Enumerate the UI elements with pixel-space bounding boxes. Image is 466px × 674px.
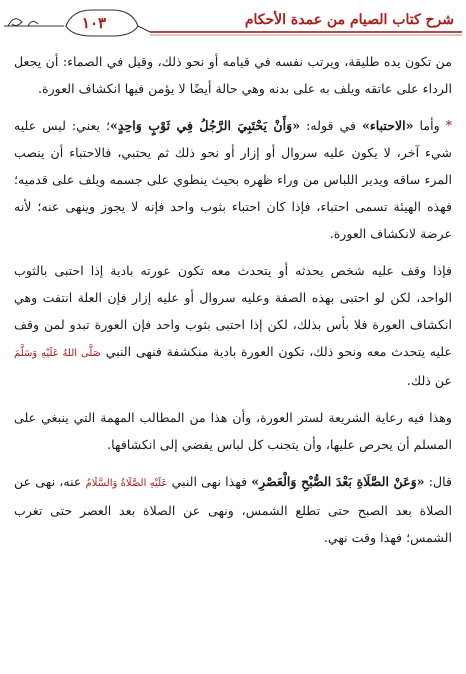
term-ihtiba: «الاحتباء» <box>361 118 414 133</box>
paragraph-3 <box>14 257 452 394</box>
paragraph-2 <box>14 112 452 247</box>
paragraph-4-text: وهذا فيه رعاية الشريعة لستر العورة، وأن هذا من المطالب المهمة التي ينبغي على المسلم أن يحرص عليها، وأن يتجنب كل لباس يفضي إلى انكشافها. <box>14 410 452 452</box>
paragraph-1 <box>14 48 452 102</box>
paragraph-5 <box>14 468 452 551</box>
hadith-quote-prayer: «وَعَنْ الصَّلَاةِ بَعْدَ الصُّبْحِ وَالْعَصْرِ» <box>251 474 425 489</box>
paragraph-2-intro: وأما <box>413 118 446 133</box>
paragraph-2-lead: في قوله: <box>300 118 362 133</box>
paragraph-5-lead: فهذا نهى النبي <box>167 474 252 489</box>
running-title: شرح كتاب الصيام من عمدة الأحكام <box>244 12 454 28</box>
honorific-salawat: صَلَّى اللهُ عَلَيْهِ وَسَلَّمَ <box>14 348 102 359</box>
paragraph-2-text: ؛ يعني: ليس عليه شيء آخر، لا يكون عليه سروال أو إزار أو نحو ذلك ثم يحتبي، فالاحتباء أن ينصب المرء ساقه ويدير اللباس من وراء ظهره بحيث ينطوي على جسمه ويلف على قدميه؛ فهذه الهيئة تسمى احتباء، فإذا كان احتباء بثوب واحد فإنه لا يجوز وينهى عنه؛ لأنه عرضة لانكشاف العورة. <box>14 118 452 241</box>
paragraph-5-text: عنه، نهى عن الصلاة بعد الصبح حتى تطلع الشمس، ونهى عن الصلاة بعد العصر حتى تغرب الشمس؛ فهذا وقت نهي. <box>14 474 452 545</box>
hadith-quote-ihtiba: «وَأَنْ يَحْتَبِيَ الرَّجُلُ فِي ثَوْبٍ وَاحِدٍ» <box>110 118 301 133</box>
paragraph-4 <box>14 404 452 458</box>
star-marker: * <box>445 118 452 133</box>
paragraph-1-text: من تكون يده طليقة، ويرتب نفسه في قيامه أو نحو ذلك، وقيل في الصماء: أن يجعل الرداء على عاتقه ويلف به على بدنه وهي حالة أيضًا لا يؤمن فيها انكشاف العورة. <box>14 54 452 96</box>
honorific-alayhi-salam: عَلَيْهِ الصَّلَاةُ وَالسَّلَامُ <box>85 478 168 489</box>
paragraph-3-end: عن ذلك. <box>406 373 452 388</box>
page-body <box>14 48 452 561</box>
paragraph-3-text: فإذا وقف عليه شخص يحدثه أو يتحدث معه تكون عورته بادية إذا احتبى بالثوب الواحد، لكن لو احتبى بهذه الصفة وعليه سروال أو عليه إزار فإن العلة انتفت وهي انكشاف العورة فلا بأس بذلك، لكن إذا احتبى بثوب واحد فإن العورة تبدو لمن وقف عليه يتحدث معه ونحو ذلك، تكون العورة بادية منكشفة فنهى النبي <box>14 263 452 359</box>
page-header <box>0 6 466 40</box>
page-number: ١٠٣ <box>81 14 107 32</box>
paragraph-5-intro: قال: <box>424 474 452 489</box>
